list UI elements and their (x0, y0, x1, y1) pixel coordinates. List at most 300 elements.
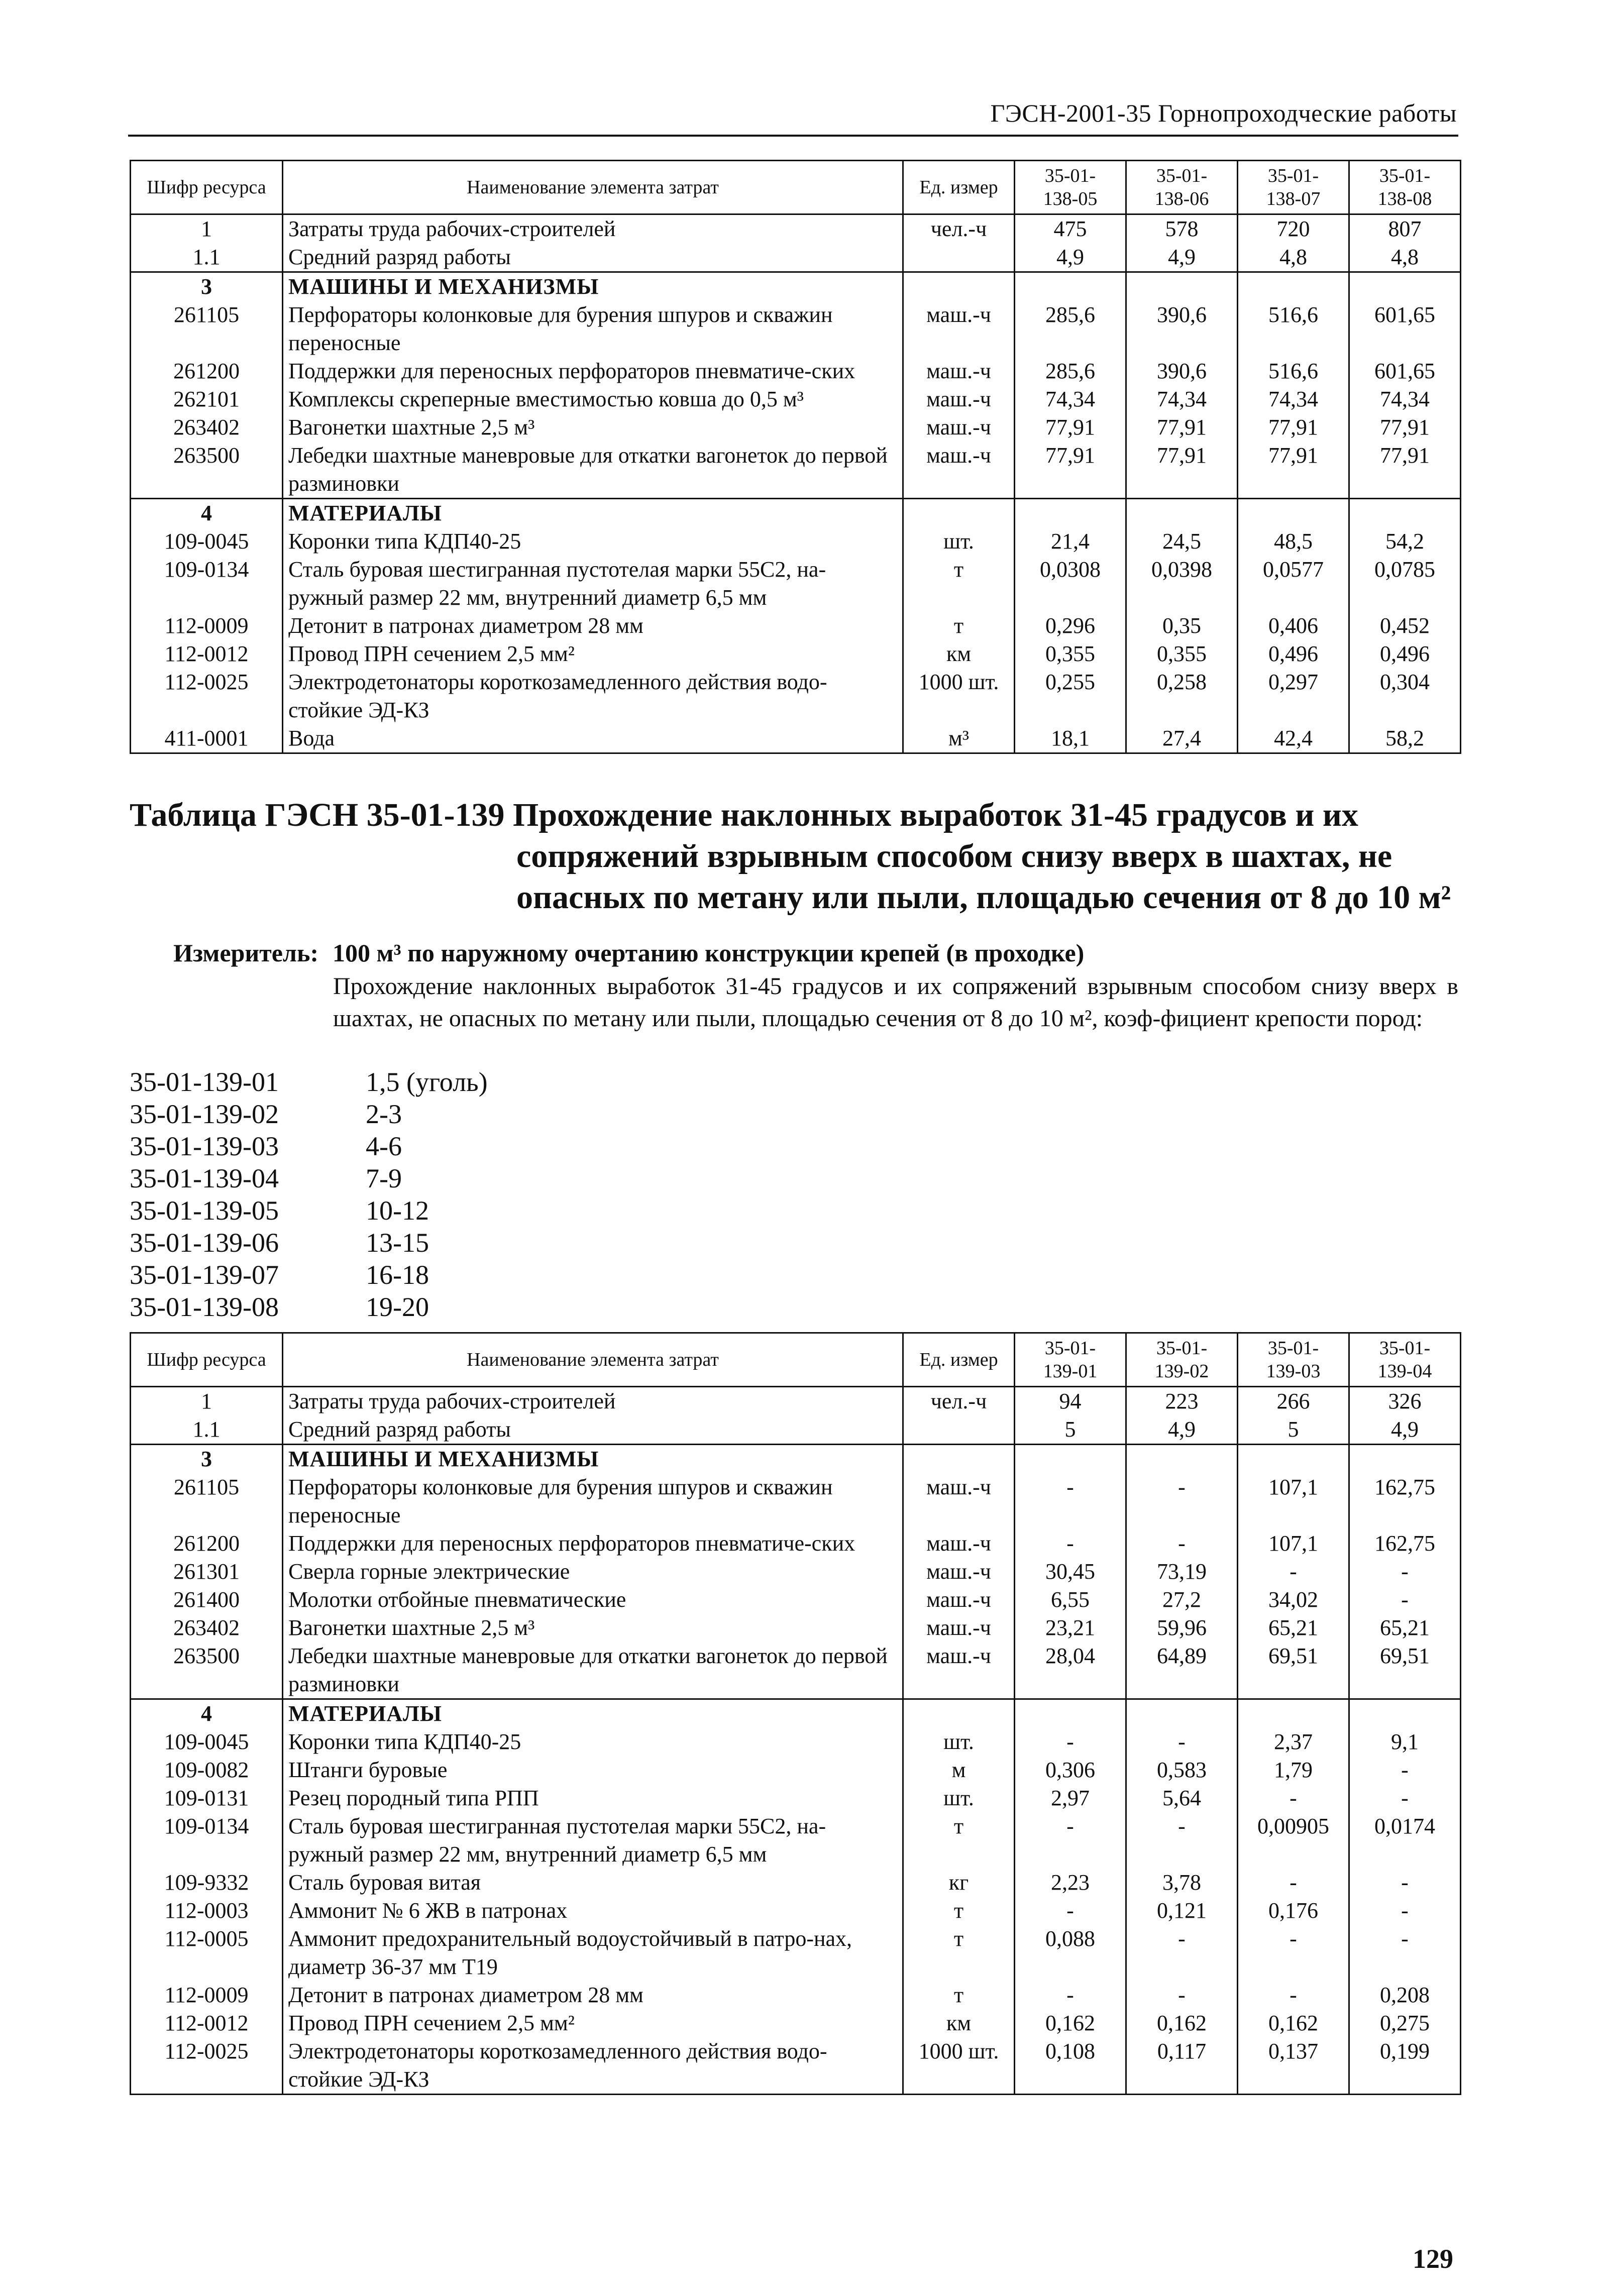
table-row (131, 243, 1461, 272)
value-cell: 0,0398 (1126, 556, 1238, 612)
unit-cell: маш.-ч (903, 1614, 1015, 1642)
work-description: Прохождение наклонных выработок 31-45 градусов и их сопряжений взрывным способом снизу вверх в шахтах, не опасных по метану или пыли, площадью сечения от 8 до 10 м², коэф-фициент крепости пород: (333, 973, 1458, 1032)
value-cell: 0,0174 (1349, 1812, 1461, 1869)
value-cell: 0,0785 (1349, 556, 1461, 612)
resource-code-cell: 112-0009 (131, 612, 283, 640)
value-cell: 285,6 (1015, 357, 1126, 385)
value-cell: 0,117 (1126, 2037, 1238, 2095)
variant-code: 35-01-139-05 (130, 1195, 279, 1226)
resource-name-cell: Коронки типа КДП40-25 (283, 1728, 903, 1756)
value-cell: 69,51 (1238, 1642, 1349, 1699)
variant-value: 1,5 (уголь) (366, 1067, 488, 1097)
value-cell: 0,176 (1238, 1897, 1349, 1925)
resource-name-cell: Детонит в патронах диаметром 28 мм (283, 1981, 903, 2009)
value-cell: 65,21 (1238, 1614, 1349, 1642)
value-cell: 0,275 (1349, 2009, 1461, 2037)
column-header: Наименование элемента затрат (283, 1333, 903, 1387)
value-cell: 516,6 (1238, 301, 1349, 357)
resource-code-cell: 109-0134 (131, 556, 283, 612)
resource-code-cell: 112-0025 (131, 2037, 283, 2095)
table-row (131, 612, 1461, 640)
value-cell: 77,91 (1126, 413, 1238, 442)
resource-name-cell: Сталь буровая витая (283, 1869, 903, 1897)
table-row (131, 1445, 1461, 1474)
value-cell: 0,355 (1126, 640, 1238, 668)
running-header: ГЭСН-2001-35 Горнопроходческие работы (990, 99, 1457, 127)
value-cell: - (1238, 1981, 1349, 2009)
value-cell: 1,79 (1238, 1756, 1349, 1784)
resource-code-cell: 112-0009 (131, 1981, 283, 2009)
unit-cell (903, 1445, 1015, 1474)
value-cell: 0,296 (1015, 612, 1126, 640)
variant-value: 10-12 (366, 1195, 429, 1226)
unit-cell: чел.-ч (903, 214, 1015, 244)
variant-code: 35-01-139-07 (130, 1260, 279, 1290)
resource-name-cell: Аммонит № 6 ЖВ в патронах (283, 1897, 903, 1925)
header-rule (128, 135, 1458, 137)
unit-cell: км (903, 640, 1015, 668)
value-cell: 23,21 (1015, 1614, 1126, 1642)
value-cell: - (1349, 1925, 1461, 1981)
resource-name-cell: Штанги буровые (283, 1756, 903, 1784)
variant-row (130, 1291, 488, 1323)
variant-code: 35-01-139-02 (130, 1099, 279, 1129)
resource-name-cell: Сталь буровая шестигранная пустотелая марки 55С2, на-ружный размер 22 мм, внутренний диаметр 6,5 мм (283, 1812, 903, 1869)
table-row (131, 301, 1461, 357)
unit-cell: кг (903, 1869, 1015, 1897)
value-cell: 4,8 (1349, 243, 1461, 272)
value-cell (1349, 1445, 1461, 1474)
resource-name-cell: Детонит в патронах диаметром 28 мм (283, 612, 903, 640)
value-cell: - (1015, 1981, 1126, 2009)
resource-name-cell: Электродетонаторы короткозамедленного действия водо-стойкие ЭД-КЗ (283, 2037, 903, 2095)
value-cell: 107,1 (1238, 1473, 1349, 1529)
resource-name-cell: МАШИНЫ И МЕХАНИЗМЫ (283, 1445, 903, 1474)
value-cell: 516,6 (1238, 357, 1349, 385)
value-cell: 0,583 (1126, 1756, 1238, 1784)
column-header: 35-01- 139-03 (1238, 1333, 1349, 1387)
value-cell (1126, 1699, 1238, 1728)
meter-line (173, 938, 1084, 967)
value-cell: 64,89 (1126, 1642, 1238, 1699)
value-cell (1015, 272, 1126, 301)
table-row (131, 442, 1461, 499)
value-cell: 0,452 (1349, 612, 1461, 640)
table-header (131, 1333, 1461, 1387)
resource-code-cell: 4 (131, 1699, 283, 1728)
value-cell: 9,1 (1349, 1728, 1461, 1756)
unit-cell: шт. (903, 1728, 1015, 1756)
value-cell: 21,4 (1015, 527, 1126, 556)
resource-table-139 (130, 1332, 1461, 2095)
resource-code-cell: 3 (131, 1445, 283, 1474)
value-cell: 74,34 (1238, 385, 1349, 413)
variant-row (130, 1098, 488, 1130)
resource-name-cell: Средний разряд работы (283, 1415, 903, 1445)
unit-cell (903, 243, 1015, 272)
table-row (131, 1642, 1461, 1699)
table-row (131, 499, 1461, 528)
column-header: 35-01- 138-07 (1238, 161, 1349, 214)
value-cell: 0,255 (1015, 668, 1126, 724)
value-cell: - (1015, 1529, 1126, 1558)
value-cell: 578 (1126, 214, 1238, 244)
value-cell: 77,91 (1349, 442, 1461, 499)
resource-name-cell: Коронки типа КДП40-25 (283, 527, 903, 556)
value-cell: - (1349, 1784, 1461, 1812)
table-row (131, 1529, 1461, 1558)
unit-cell: маш.-ч (903, 1473, 1015, 1529)
value-cell: 27,2 (1126, 1586, 1238, 1614)
value-cell: 30,45 (1015, 1558, 1126, 1586)
unit-cell: маш.-ч (903, 442, 1015, 499)
value-cell: 77,91 (1349, 413, 1461, 442)
column-header: Наименование элемента затрат (283, 161, 903, 214)
unit-cell: т (903, 1897, 1015, 1925)
page-number: 129 (1413, 2244, 1453, 2274)
resource-name-cell: Лебедки шахтные маневровые для откатки вагонеток до первой разминовки (283, 442, 903, 499)
table-row (131, 385, 1461, 413)
resource-name-cell: Аммонит предохранительный водоустойчивый в патро-нах, диаметр 36-37 мм Т19 (283, 1925, 903, 1981)
value-cell: 73,19 (1126, 1558, 1238, 1586)
unit-cell: маш.-ч (903, 385, 1015, 413)
table-row (131, 2009, 1461, 2037)
table-row (131, 1387, 1461, 1416)
value-cell: 27,4 (1126, 724, 1238, 753)
value-cell (1349, 1699, 1461, 1728)
resource-code-cell: 1.1 (131, 243, 283, 272)
value-cell: 390,6 (1126, 301, 1238, 357)
meter-value: 100 м³ по наружному очертанию конструкции крепей (в проходке) (333, 939, 1085, 967)
variant-value: 4-6 (366, 1131, 402, 1161)
unit-cell: маш.-ч (903, 357, 1015, 385)
value-cell: 0,304 (1349, 668, 1461, 724)
column-header: 35-01- 139-01 (1015, 1333, 1126, 1387)
column-header: Ед. измер (903, 1333, 1015, 1387)
value-cell (1015, 499, 1126, 528)
value-cell: 2,97 (1015, 1784, 1126, 1812)
table-title (130, 795, 1466, 918)
value-cell: 0,496 (1238, 640, 1349, 668)
value-cell: 24,5 (1126, 527, 1238, 556)
value-cell: 74,34 (1349, 385, 1461, 413)
value-cell (1349, 499, 1461, 528)
value-cell: - (1349, 1558, 1461, 1586)
variant-row (130, 1066, 488, 1098)
value-cell: 162,75 (1349, 1473, 1461, 1529)
value-cell: - (1126, 1812, 1238, 1869)
resource-name-cell: Резец породный типа РПП (283, 1784, 903, 1812)
value-cell: 107,1 (1238, 1529, 1349, 1558)
resource-name-cell: Затраты труда рабочих-строителей (283, 1387, 903, 1416)
variant-list (130, 1066, 488, 1323)
resource-code-cell: 3 (131, 272, 283, 301)
resource-code-cell: 112-0012 (131, 640, 283, 668)
resource-name-cell: Вагонетки шахтные 2,5 м³ (283, 413, 903, 442)
value-cell: 59,96 (1126, 1614, 1238, 1642)
resource-name-cell: МАТЕРИАЛЫ (283, 499, 903, 528)
resource-code-cell: 261400 (131, 1586, 283, 1614)
resource-name-cell: МАТЕРИАЛЫ (283, 1699, 903, 1728)
value-cell (1238, 272, 1349, 301)
resource-code-cell: 261200 (131, 1529, 283, 1558)
table-row (131, 1897, 1461, 1925)
value-cell: 3,78 (1126, 1869, 1238, 1897)
resource-name-cell: Электродетонаторы короткозамедленного действия водо-стойкие ЭД-КЗ (283, 668, 903, 724)
unit-cell (903, 499, 1015, 528)
value-cell: - (1126, 1728, 1238, 1756)
unit-cell (903, 1699, 1015, 1728)
resource-code-cell: 109-0082 (131, 1756, 283, 1784)
value-cell: 390,6 (1126, 357, 1238, 385)
table-row (131, 1869, 1461, 1897)
unit-cell: м (903, 1756, 1015, 1784)
resource-code-cell: 263402 (131, 1614, 283, 1642)
table-header (131, 161, 1461, 214)
variant-row (130, 1130, 488, 1162)
value-cell: 2,23 (1015, 1869, 1126, 1897)
value-cell: - (1015, 1897, 1126, 1925)
resource-name-cell: Молотки отбойные пневматические (283, 1586, 903, 1614)
variant-row (130, 1194, 488, 1227)
unit-cell: шт. (903, 1784, 1015, 1812)
value-cell (1015, 1445, 1126, 1474)
value-cell: - (1349, 1586, 1461, 1614)
variant-code: 35-01-139-06 (130, 1228, 279, 1258)
resource-name-cell: Комплексы скреперные вместимостью ковша до 0,5 м³ (283, 385, 903, 413)
unit-cell: т (903, 1925, 1015, 1981)
resource-name-cell: Перфораторы колонковые для бурения шпуров и скважин переносные (283, 301, 903, 357)
value-cell (1126, 499, 1238, 528)
table-row (131, 640, 1461, 668)
value-cell: 5,64 (1126, 1784, 1238, 1812)
resource-name-cell: Вагонетки шахтные 2,5 м³ (283, 1614, 903, 1642)
value-cell: 4,9 (1349, 1415, 1461, 1445)
table-title-line: опасных по метану или пыли, площадью сечения от 8 до 10 м² (516, 879, 1451, 916)
value-cell: 77,91 (1126, 442, 1238, 499)
value-cell: - (1015, 1473, 1126, 1529)
resource-name-cell: Сталь буровая шестигранная пустотелая марки 55С2, на-ружный размер 22 мм, внутренний диаметр 6,5 мм (283, 556, 903, 612)
value-cell: 0,088 (1015, 1925, 1126, 1981)
resource-code-cell: 109-0045 (131, 527, 283, 556)
unit-cell (903, 1415, 1015, 1445)
unit-cell: т (903, 1981, 1015, 2009)
value-cell: - (1238, 1784, 1349, 1812)
value-cell: 34,02 (1238, 1586, 1349, 1614)
value-cell: 2,37 (1238, 1728, 1349, 1756)
resource-code-cell: 1 (131, 1387, 283, 1416)
value-cell (1126, 272, 1238, 301)
column-header: Шифр ресурса (131, 161, 283, 214)
value-cell: 69,51 (1349, 1642, 1461, 1699)
unit-cell: т (903, 1812, 1015, 1869)
value-cell: 94 (1015, 1387, 1126, 1416)
value-cell: 720 (1238, 214, 1349, 244)
value-cell: - (1238, 1925, 1349, 1981)
value-cell: 5 (1238, 1415, 1349, 1445)
unit-cell: чел.-ч (903, 1387, 1015, 1416)
table-row (131, 668, 1461, 724)
unit-cell: 1000 шт. (903, 2037, 1015, 2095)
value-cell: 6,55 (1015, 1586, 1126, 1614)
value-cell: 162,75 (1349, 1529, 1461, 1558)
table-row (131, 1756, 1461, 1784)
variant-value: 19-20 (366, 1292, 429, 1322)
value-cell: - (1126, 1925, 1238, 1981)
table-row (131, 1473, 1461, 1529)
table-row (131, 2037, 1461, 2095)
variant-code: 35-01-139-04 (130, 1163, 279, 1193)
value-cell: - (1349, 1869, 1461, 1897)
resource-name-cell: Затраты труда рабочих-строителей (283, 214, 903, 244)
value-cell: 74,34 (1015, 385, 1126, 413)
variant-row (130, 1227, 488, 1259)
value-cell: 601,65 (1349, 301, 1461, 357)
value-cell: 4,9 (1126, 243, 1238, 272)
value-cell: 4,8 (1238, 243, 1349, 272)
value-cell (1015, 1699, 1126, 1728)
value-cell: 0,208 (1349, 1981, 1461, 2009)
value-cell: 74,34 (1126, 385, 1238, 413)
value-cell: 48,5 (1238, 527, 1349, 556)
value-cell: - (1126, 1981, 1238, 2009)
variant-code: 35-01-139-01 (130, 1067, 279, 1097)
table-row (131, 272, 1461, 301)
resource-code-cell: 1.1 (131, 1415, 283, 1445)
table-row (131, 1415, 1461, 1445)
table-title-line: Таблица ГЭСН 35-01-139 Прохождение наклонных выработок 31-45 градусов и их (130, 797, 1358, 833)
value-cell: 54,2 (1349, 527, 1461, 556)
value-cell: 0,137 (1238, 2037, 1349, 2095)
resource-code-cell: 109-0045 (131, 1728, 283, 1756)
meter-label: Измеритель: (173, 939, 319, 967)
value-cell: 601,65 (1349, 357, 1461, 385)
unit-cell: маш.-ч (903, 301, 1015, 357)
unit-cell: маш.-ч (903, 1642, 1015, 1699)
unit-cell: шт. (903, 527, 1015, 556)
column-header: 35-01- 138-06 (1126, 161, 1238, 214)
unit-cell: т (903, 612, 1015, 640)
variant-value: 13-15 (366, 1228, 429, 1258)
unit-cell: маш.-ч (903, 1529, 1015, 1558)
value-cell: 0,306 (1015, 1756, 1126, 1784)
value-cell: 0,0577 (1238, 556, 1349, 612)
resource-name-cell: Сверла горные электрические (283, 1558, 903, 1586)
unit-cell: 1000 шт. (903, 668, 1015, 724)
column-header: 35-01- 139-04 (1349, 1333, 1461, 1387)
value-cell: 0,00905 (1238, 1812, 1349, 1869)
value-cell: 0,496 (1349, 640, 1461, 668)
variant-value: 7-9 (366, 1163, 402, 1193)
table-row (131, 413, 1461, 442)
table-row (131, 1981, 1461, 2009)
value-cell: 77,91 (1015, 442, 1126, 499)
resource-code-cell: 261200 (131, 357, 283, 385)
value-cell: 285,6 (1015, 301, 1126, 357)
table-row (131, 1614, 1461, 1642)
resource-name-cell: Провод ПРН сечением 2,5 мм² (283, 640, 903, 668)
resource-code-cell: 112-0005 (131, 1925, 283, 1981)
value-cell: 0,162 (1238, 2009, 1349, 2037)
value-cell: 0,162 (1126, 2009, 1238, 2037)
value-cell: 4,9 (1126, 1415, 1238, 1445)
variant-row (130, 1162, 488, 1194)
unit-cell: маш.-ч (903, 1586, 1015, 1614)
value-cell: 28,04 (1015, 1642, 1126, 1699)
value-cell: - (1238, 1558, 1349, 1586)
table-row (131, 1925, 1461, 1981)
resource-name-cell: Лебедки шахтные маневровые для откатки вагонеток до первой разминовки (283, 1642, 903, 1699)
value-cell (1238, 1699, 1349, 1728)
resource-code-cell: 262101 (131, 385, 283, 413)
table-row (131, 1586, 1461, 1614)
resource-code-cell: 109-9332 (131, 1869, 283, 1897)
unit-cell: маш.-ч (903, 413, 1015, 442)
resource-code-cell: 112-0012 (131, 2009, 283, 2037)
value-cell: 0,35 (1126, 612, 1238, 640)
resource-name-cell: Вода (283, 724, 903, 753)
table-row (131, 1784, 1461, 1812)
value-cell: 4,9 (1015, 243, 1126, 272)
value-cell: 77,91 (1015, 413, 1126, 442)
column-header: Ед. измер (903, 161, 1015, 214)
value-cell: 0,0308 (1015, 556, 1126, 612)
value-cell: 58,2 (1349, 724, 1461, 753)
value-cell: 266 (1238, 1387, 1349, 1416)
table-row (131, 1558, 1461, 1586)
resource-name-cell: Средний разряд работы (283, 243, 903, 272)
column-header: 35-01- 139-02 (1126, 1333, 1238, 1387)
variant-row (130, 1259, 488, 1291)
resource-code-cell: 1 (131, 214, 283, 244)
value-cell (1126, 1445, 1238, 1474)
value-cell: 0,162 (1015, 2009, 1126, 2037)
variant-code: 35-01-139-08 (130, 1292, 279, 1322)
value-cell (1349, 272, 1461, 301)
value-cell: 0,258 (1126, 668, 1238, 724)
value-cell: 807 (1349, 214, 1461, 244)
value-cell: 0,108 (1015, 2037, 1126, 2095)
table-row (131, 357, 1461, 385)
unit-cell (903, 272, 1015, 301)
resource-table-138 (130, 160, 1461, 754)
resource-code-cell: 261301 (131, 1558, 283, 1586)
table-row (131, 724, 1461, 753)
resource-code-cell: 263500 (131, 1642, 283, 1699)
value-cell: - (1126, 1473, 1238, 1529)
value-cell: 65,21 (1349, 1614, 1461, 1642)
resource-code-cell: 112-0025 (131, 668, 283, 724)
value-cell: - (1349, 1756, 1461, 1784)
value-cell: 223 (1126, 1387, 1238, 1416)
value-cell: 0,406 (1238, 612, 1349, 640)
column-header: 35-01- 138-08 (1349, 161, 1461, 214)
value-cell: 0,297 (1238, 668, 1349, 724)
value-cell: - (1349, 1897, 1461, 1925)
table-row (131, 1812, 1461, 1869)
value-cell: 475 (1015, 214, 1126, 244)
resource-code-cell: 261105 (131, 301, 283, 357)
value-cell: 77,91 (1238, 413, 1349, 442)
column-header: 35-01- 138-05 (1015, 161, 1126, 214)
resource-name-cell: Перфораторы колонковые для бурения шпуров и скважин переносные (283, 1473, 903, 1529)
value-cell (1238, 499, 1349, 528)
value-cell: 42,4 (1238, 724, 1349, 753)
value-cell: - (1015, 1728, 1126, 1756)
value-cell: 326 (1349, 1387, 1461, 1416)
resource-code-cell: 411-0001 (131, 724, 283, 753)
resource-code-cell: 4 (131, 499, 283, 528)
